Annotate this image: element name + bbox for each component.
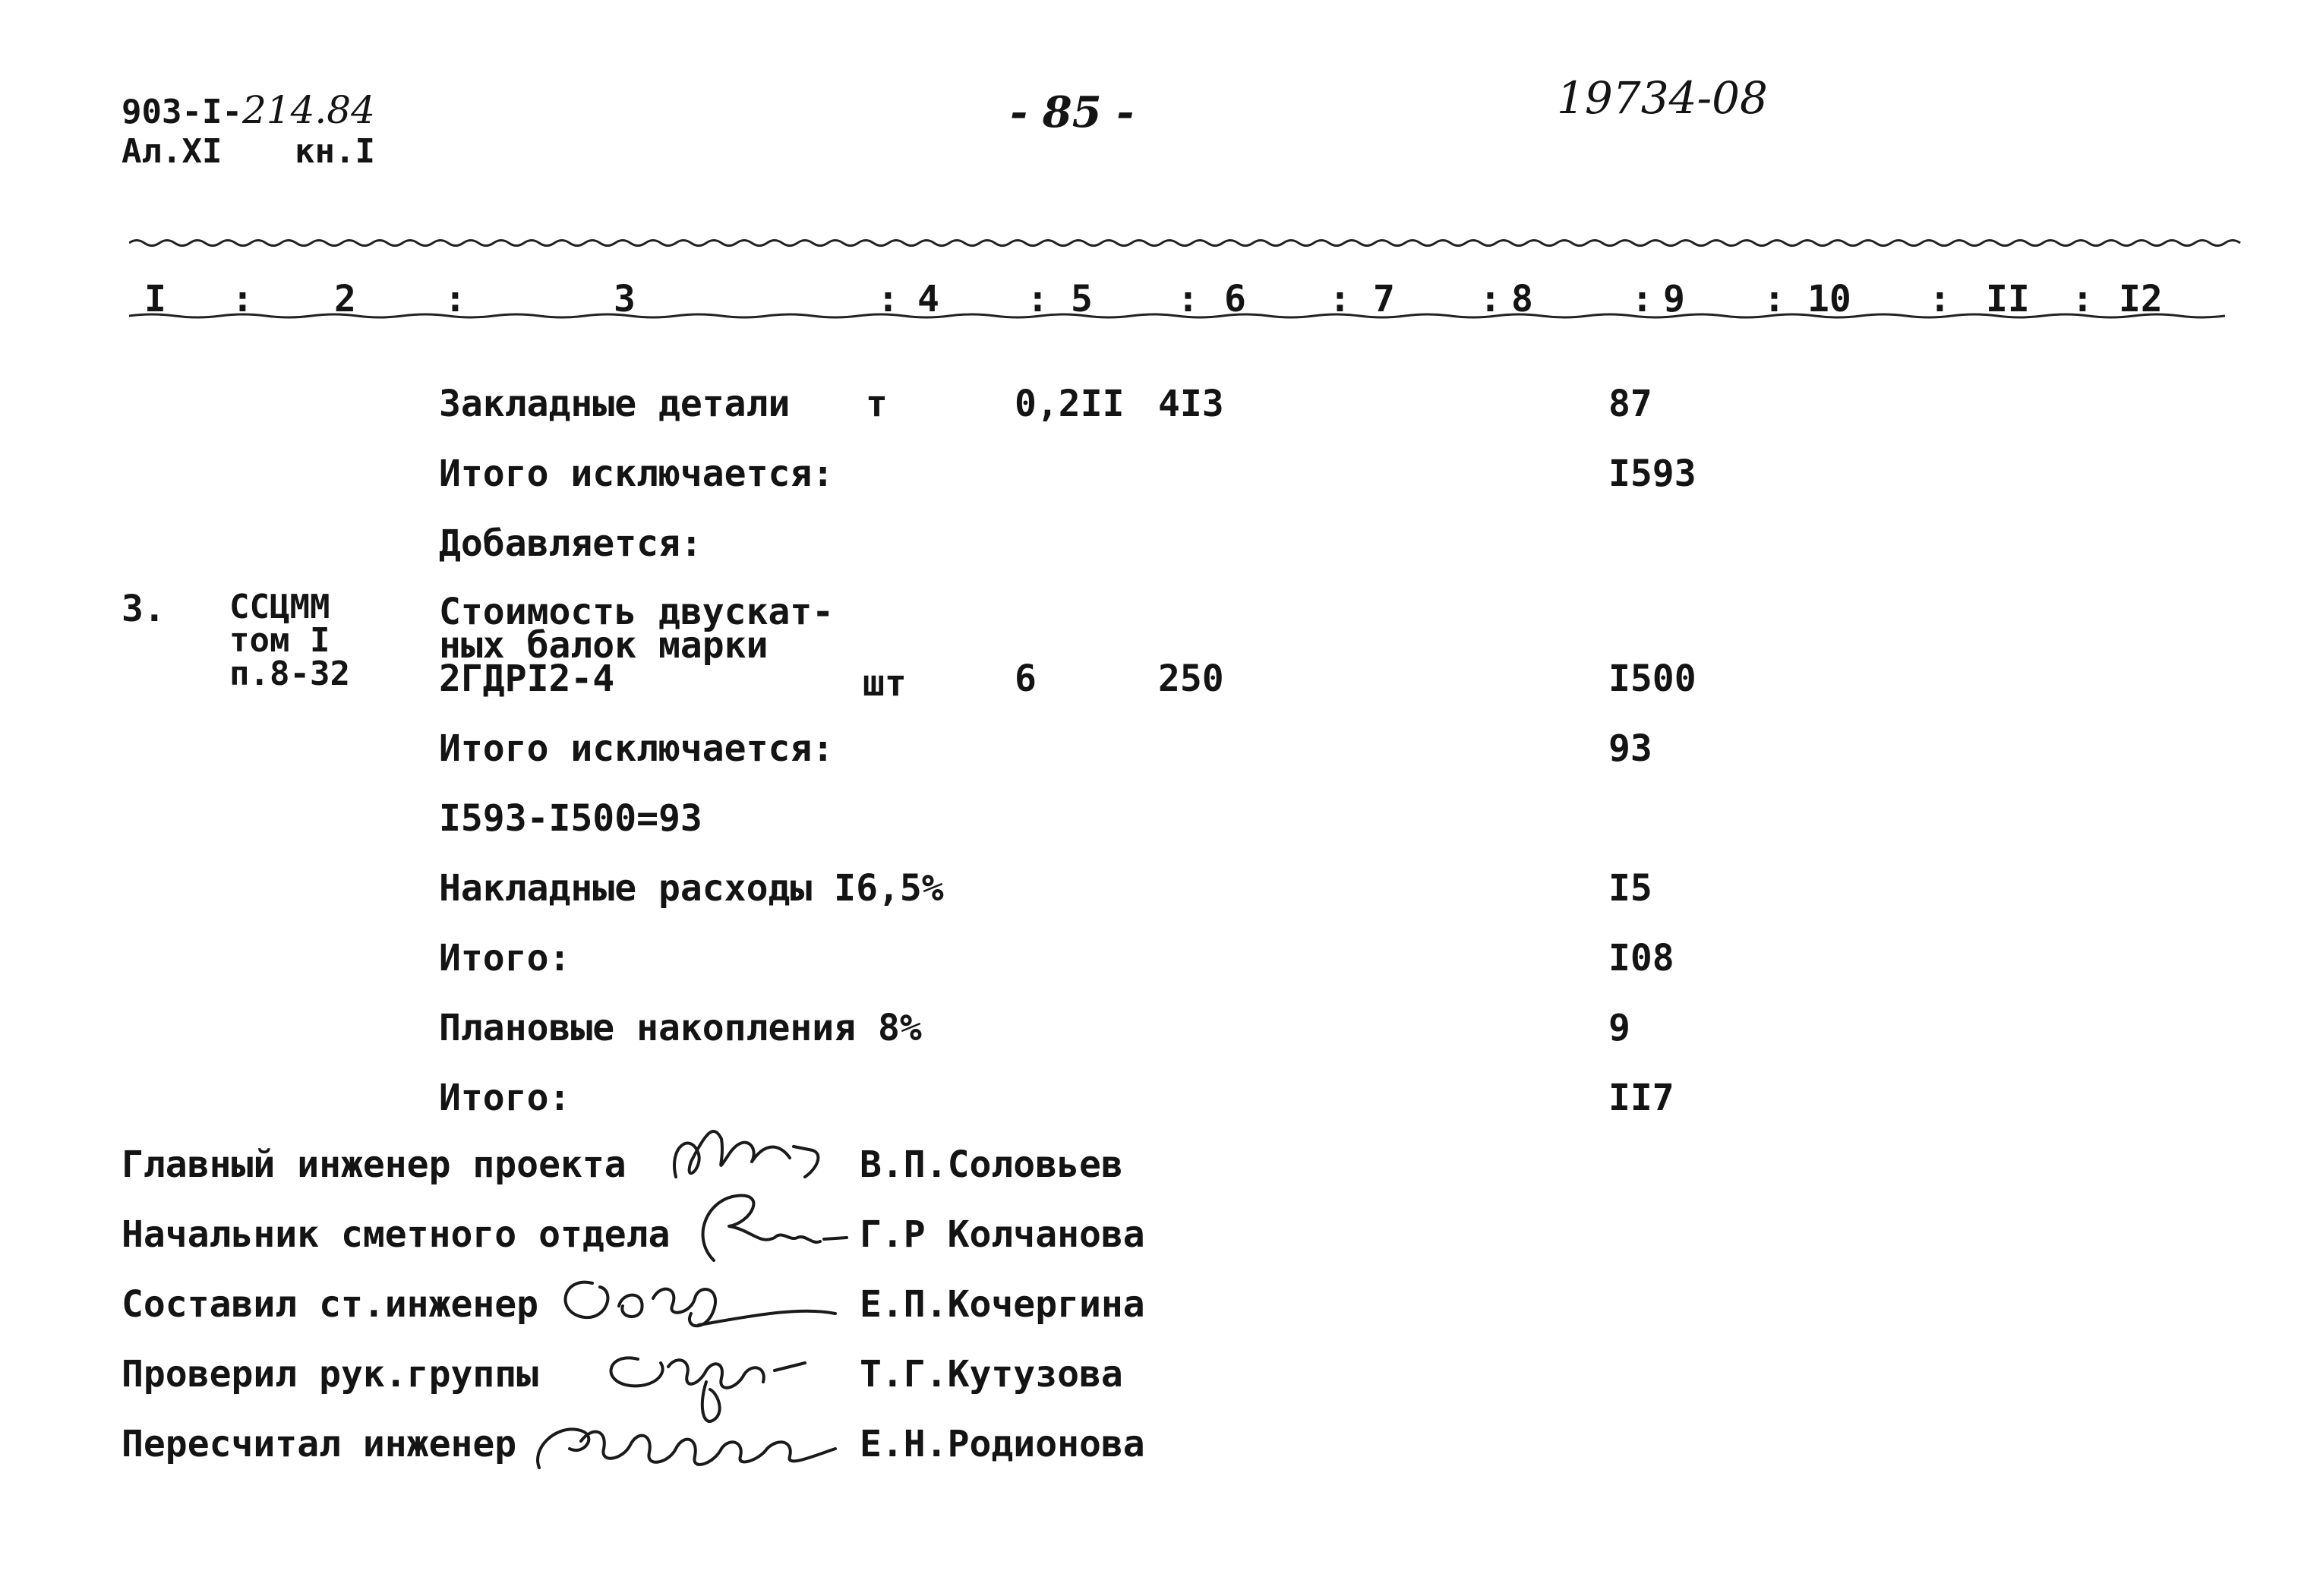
row-item-number: 3.: [122, 588, 166, 630]
row-ref: том I: [229, 621, 330, 660]
column-number: 3: [614, 278, 636, 320]
column-separator: :: [1177, 278, 1199, 320]
row-total: I593: [1608, 453, 1696, 495]
row-name: Итого исключается:: [439, 453, 835, 495]
column-number: I2: [2119, 278, 2163, 320]
column-separator: :: [1631, 278, 1653, 320]
column-number: 9: [1663, 278, 1685, 320]
signatory-name: Е.П.Кочергина: [860, 1283, 1145, 1326]
signatory-name: Е.Н.Родионова: [860, 1423, 1145, 1465]
column-number: 7: [1373, 278, 1395, 320]
row-name: Итого:: [439, 937, 571, 979]
row-name: Закладные детали: [439, 383, 791, 425]
row-total: II7: [1608, 1077, 1674, 1119]
column-number: 8: [1511, 278, 1533, 320]
document-code-prefix: 903-I-: [122, 93, 242, 131]
column-number: 5: [1071, 278, 1093, 320]
row-total: I08: [1608, 937, 1674, 979]
row-unit: т: [866, 383, 888, 425]
document-code-handwritten: 214.84: [241, 88, 375, 132]
row-total: 87: [1608, 383, 1652, 425]
inventory-number: 19734-08: [1557, 72, 1768, 124]
row-qty: 6: [1015, 658, 1037, 700]
row-name: 2ГДРI2-4: [439, 658, 615, 700]
page-number: - 85 -: [1010, 87, 1135, 137]
row-qty: 0,2II: [1015, 383, 1125, 425]
signature-role: Начальник сметного отдела: [122, 1213, 671, 1256]
row-price: 250: [1158, 658, 1224, 700]
column-separator: :: [1329, 278, 1351, 320]
signature-role: Составил ст.инженер: [122, 1283, 539, 1326]
column-number: 4: [917, 278, 939, 320]
column-separator: :: [877, 278, 899, 320]
signature-role: Главный инженер проекта: [122, 1143, 627, 1186]
column-separator: :: [1929, 278, 1951, 320]
top-rule: [129, 232, 2255, 254]
album-label: Ал.XI: [122, 132, 223, 171]
row-name: I593-I500=93: [439, 797, 702, 840]
column-separator: :: [1027, 278, 1049, 320]
column-number: 6: [1224, 278, 1246, 320]
row-unit: шт: [863, 662, 907, 705]
column-number: 10: [1807, 278, 1851, 320]
column-number: I: [144, 278, 166, 320]
column-separator: :: [1763, 278, 1785, 320]
signatory-name: Г.Р Колчанова: [860, 1213, 1145, 1256]
row-total: I500: [1608, 658, 1696, 700]
book-label: кн.I: [295, 132, 375, 171]
row-name: Накладные расходы I6,5%: [439, 867, 944, 910]
row-name: Итого:: [439, 1077, 571, 1119]
row-total: I5: [1608, 867, 1652, 910]
row-total: 9: [1608, 1007, 1630, 1049]
row-name: Добавляется:: [439, 522, 702, 565]
row-price: 4I3: [1158, 383, 1224, 425]
row-name: Плановые накопления 8%: [439, 1007, 922, 1049]
row-ref: ССЦММ: [229, 588, 330, 626]
row-name: ных балок марки: [439, 624, 769, 667]
signature-role: Проверил рук.группы: [122, 1353, 539, 1396]
signatory-name: Т.Г.Кутузова: [860, 1353, 1123, 1396]
handwritten-signature: [661, 1116, 858, 1192]
header-underline: [129, 310, 2225, 325]
row-ref: п.8-32: [229, 654, 350, 693]
signature-role: Пересчитал инженер: [122, 1423, 517, 1465]
document-code: [122, 88, 375, 132]
column-separator: :: [444, 278, 466, 320]
handwritten-signature: [516, 1396, 866, 1479]
row-name: Стоимость двускат-: [439, 591, 835, 633]
column-number: 2: [334, 278, 356, 320]
row-name: Итого исключается:: [439, 727, 835, 770]
signatory-name: В.П.Соловьев: [860, 1143, 1123, 1186]
column-separator: :: [2072, 278, 2094, 320]
column-separator: :: [1479, 278, 1501, 320]
column-separator: :: [232, 278, 254, 320]
column-number: II: [1986, 278, 2030, 320]
row-total: 93: [1608, 727, 1652, 770]
